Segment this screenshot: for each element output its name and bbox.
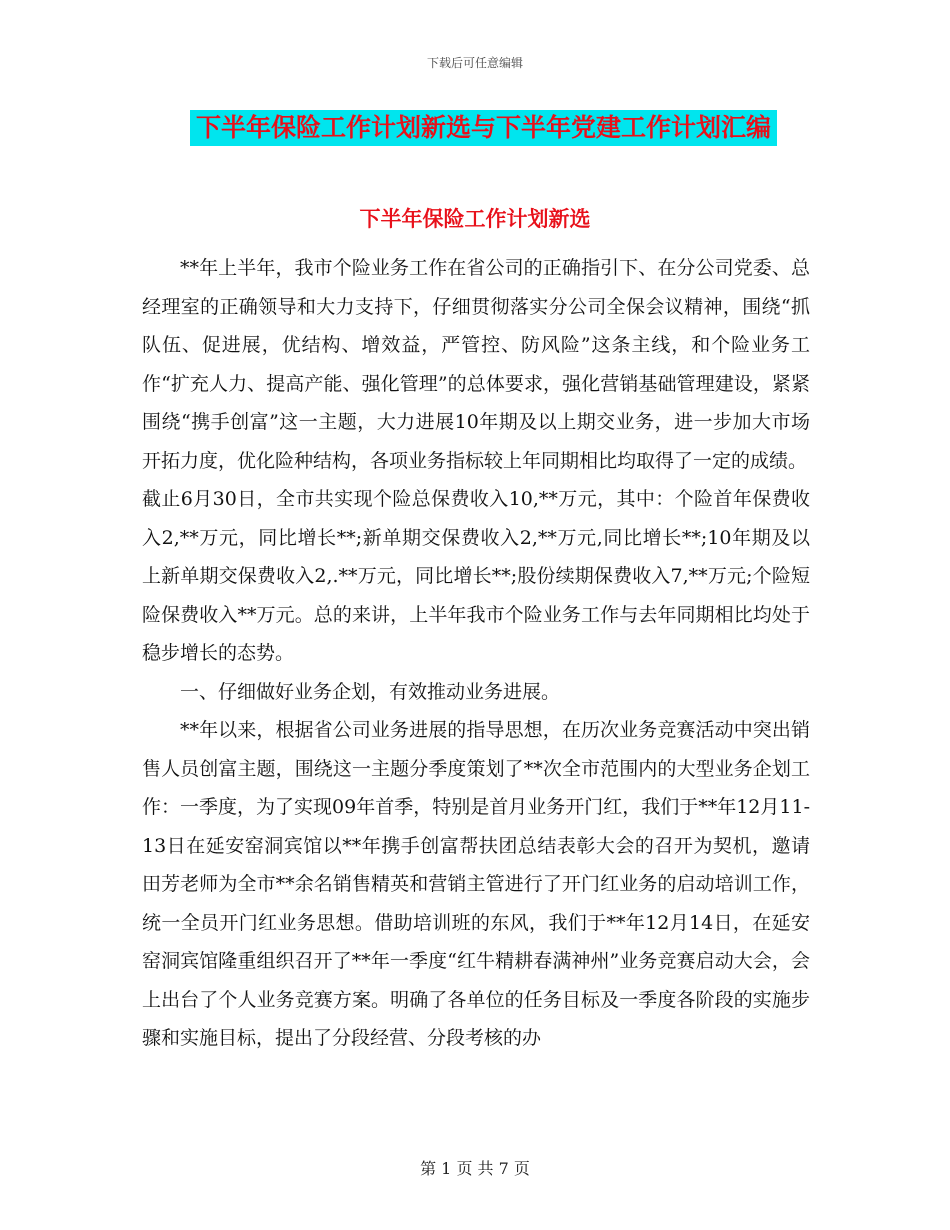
paragraph-intro: **年上半年，我市个险业务工作在省公司的正确指引下、在分公司党委、总经理室的正确领导和大力支持下，仔细贯彻落实分公司全保会议精神，围绕“抓队伍、促进展，优结构、增效益，严管控、防风险”这条主线，和个险业务工作“扩充人力、提高产能、强化管理”的总体要求，强化营销基础管理建设，紧紧围绕“携手创富”这一主题，大力进展10年期及以上期交业务，进一步加大市场开拓力度，优化险种结构，各项业务指标较上年同期相比均取得了一定的成绩。 (142, 257, 810, 472)
section-title: 下半年保险工作计划新选 (359, 207, 591, 231)
page-footer: 第 1 页 共 7 页 (420, 1159, 530, 1178)
paragraph-statistics: 截止6月30日，全市共实现个险总保费收入10,**万元，其中：个险首年保费收入2,**万元，同比增长**;新单期交保费收入2,**万元,同比增长**;10年期及以上新单期交保费收入2,.**万元，同比增长**;股份续期保费收入7,**万元;个险短险保费收入**万元。总的来讲，上半年我市个险业务工作与去年同期相比均处于稳步增长的态势。 (142, 488, 810, 664)
header-note: 下载后可任意编辑 (426, 56, 523, 70)
body-text (142, 249, 810, 1058)
paragraph-planning: **年以来，根据省公司业务进展的指导思想，在历次业务竞赛活动中突出销售人员创富主题，围绕这一主题分季度策划了**次全市范围内的大型业务企划工作：一季度，为了实现09年首季，特别是首月业务开门红，我们于**年12月11-13日在延安窑洞宾馆以**年携手创富帮扶团总结表彰大会的召开为契机，邀请田芳老师为全市**余名销售精英和营销主管进行了开门红业务的启动培训工作，统一全员开门红业务思想。借助培训班的东风，我们于**年12月14日，在延安窑洞宾馆隆重组织召开了**年一季度“红牛精耕春满神州”业务竞赛启动大会，会上出台了个人业务竞赛方案。明确了各单位的任务目标及一季度各阶段的实施步骤和实施目标，提出了分段经营、分段考核的办 (142, 719, 810, 1049)
main-title: 下半年保险工作计划新选与下半年党建工作计划汇编 (190, 110, 777, 146)
paragraph-heading-one: 一、仔细做好业务企划，有效推动业务进展。 (180, 680, 561, 703)
